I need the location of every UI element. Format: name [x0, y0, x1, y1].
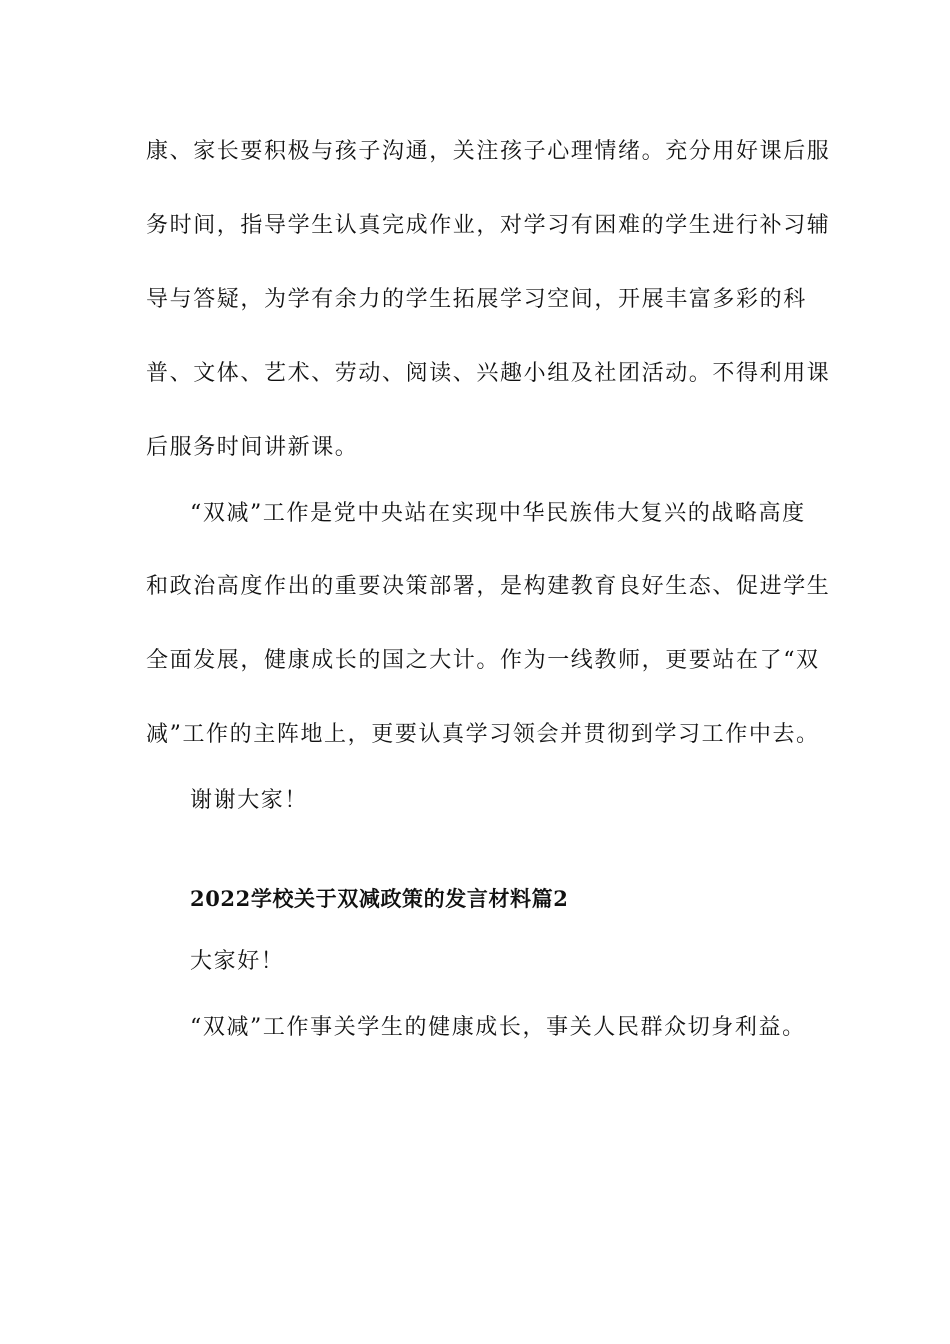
paragraph-line: 后服务时间讲新课。	[146, 435, 359, 460]
paragraph-line: 康、家长要积极与孩子沟通，关注孩子心理情绪。充分用好课后服	[146, 139, 831, 164]
paragraph-line: “双减”工作是党中央站在实现中华民族伟大复兴的战略高度	[190, 501, 806, 526]
paragraph-line: “双减”工作事关学生的健康成长，事关人民群众切身利益。	[190, 1015, 806, 1040]
paragraph-line: 全面发展，健康成长的国之大计。作为一线教师，更要站在了“双	[146, 648, 820, 673]
section-heading: 2022学校关于双减政策的发言材料篇2	[190, 886, 569, 911]
paragraph-line: 和政治高度作出的重要决策部署，是构建教育良好生态、促进学生	[146, 574, 831, 599]
paragraph-line: 普、文体、艺术、劳动、阅读、兴趣小组及社团活动。不得利用课	[146, 361, 831, 386]
paragraph-line: 减”工作的主阵地上，更要认真学习领会并贯彻到学习工作中去。	[146, 722, 820, 747]
greeting-text: 大家好！	[190, 949, 285, 974]
paragraph-line: 务时间，指导学生认真完成作业，对学习有困难的学生进行补习辅	[146, 213, 831, 238]
closing-text: 谢谢大家！	[190, 788, 309, 813]
paragraph-line: 导与答疑，为学有余力的学生拓展学习空间，开展丰富多彩的科	[146, 287, 807, 312]
